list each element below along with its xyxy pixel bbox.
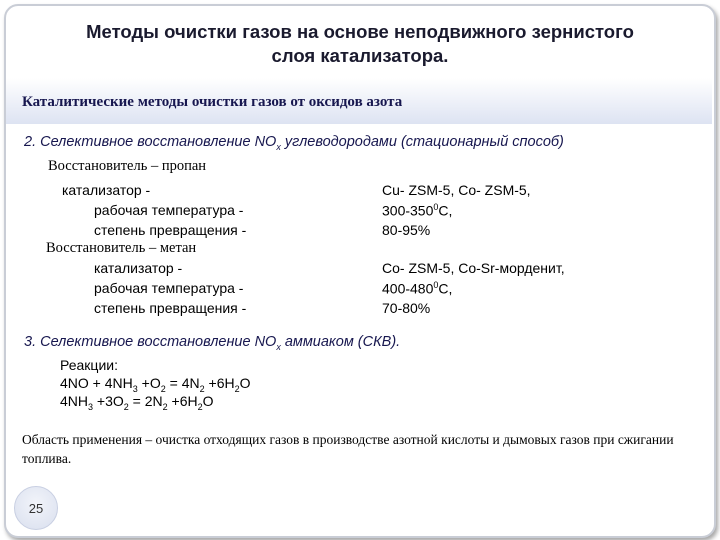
r1-sub: 3 bbox=[132, 383, 138, 394]
conv-label-1: степень превращения - bbox=[94, 222, 247, 238]
section-3-heading bbox=[24, 334, 400, 352]
temp-value-2-sup: 0 bbox=[433, 280, 439, 290]
section-3-heading-post: аммиаком (СКВ). bbox=[280, 334, 401, 350]
r2-sub: 2 bbox=[123, 401, 129, 412]
slide-title bbox=[40, 20, 680, 68]
r1-part: = 4N bbox=[165, 375, 200, 391]
temp-value-2 bbox=[382, 280, 452, 297]
r1-sub: 2 bbox=[160, 383, 166, 394]
r2-sub: 2 bbox=[162, 401, 168, 412]
section-2-heading-post: углеводородами (стационарный способ) bbox=[280, 134, 564, 150]
reaction-1 bbox=[60, 375, 251, 394]
temp-value-1-num: 300-350 bbox=[382, 202, 434, 219]
application-text: Область применения – очистка отходящих газов в производстве азотной кислоты и дымовых газов при сжигании топлива. bbox=[22, 432, 674, 466]
r1-part: O bbox=[239, 375, 251, 391]
r2-part: O bbox=[202, 393, 214, 409]
section-3-heading-pre: 3. Селективное восстановление NO bbox=[24, 334, 277, 350]
catalyst-label-2: катализатор - bbox=[94, 260, 183, 276]
page-number: 25 bbox=[14, 486, 58, 530]
r1-part: +6H bbox=[204, 375, 235, 391]
r1-sub: 2 bbox=[199, 383, 205, 394]
reducer-propane: Восстановитель – пропан bbox=[48, 158, 207, 174]
temp-value-2-unit: С, bbox=[438, 280, 453, 297]
temp-label-1: рабочая температура - bbox=[94, 202, 244, 218]
r2-sub: 2 bbox=[197, 401, 203, 412]
conv-value-2: 70-80% bbox=[382, 300, 431, 316]
title-line-1: Методы очистки газов на основе неподвижного зернистого bbox=[86, 21, 634, 42]
temp-value-1 bbox=[382, 202, 452, 219]
r1-part: +O bbox=[137, 375, 161, 391]
section-2-heading-pre: 2. Селективное восстановление NO bbox=[24, 134, 277, 150]
reactions-label: Реакции: bbox=[60, 357, 118, 373]
r2-part: 4NH bbox=[60, 393, 89, 409]
r1-sub: 2 bbox=[234, 383, 240, 394]
catalyst-value-2: Co- ZSM-5, Co-Sr-морденит, bbox=[382, 260, 565, 276]
section-2-heading-sub: x bbox=[276, 141, 281, 152]
subtitle: Каталитические методы очистки газов от оксидов азота bbox=[22, 94, 403, 110]
reducer-methane: Восстановитель – метан bbox=[46, 240, 197, 256]
r2-part: = 2N bbox=[128, 393, 163, 409]
catalyst-value-1: Cu- ZSM-5, Co- ZSM-5, bbox=[382, 182, 531, 198]
section-2-heading bbox=[24, 134, 564, 152]
temp-label-2: рабочая температура - bbox=[94, 280, 244, 296]
r2-part: +6H bbox=[167, 393, 198, 409]
r2-part: +3O bbox=[93, 393, 124, 409]
temp-value-1-sup: 0 bbox=[433, 202, 439, 212]
conv-value-1: 80-95% bbox=[382, 222, 431, 238]
conv-label-2: степень превращения - bbox=[94, 300, 247, 316]
temp-value-2-num: 400-480 bbox=[382, 280, 434, 297]
reaction-2 bbox=[60, 393, 214, 412]
r1-part: 4NO + 4NH bbox=[60, 375, 133, 391]
r2-sub: 3 bbox=[88, 401, 94, 412]
section-3-heading-sub: x bbox=[276, 341, 281, 352]
title-line-2: слоя катализатора. bbox=[271, 45, 449, 66]
catalyst-label-1: катализатор - bbox=[62, 182, 151, 198]
temp-value-1-unit: С, bbox=[438, 202, 453, 219]
